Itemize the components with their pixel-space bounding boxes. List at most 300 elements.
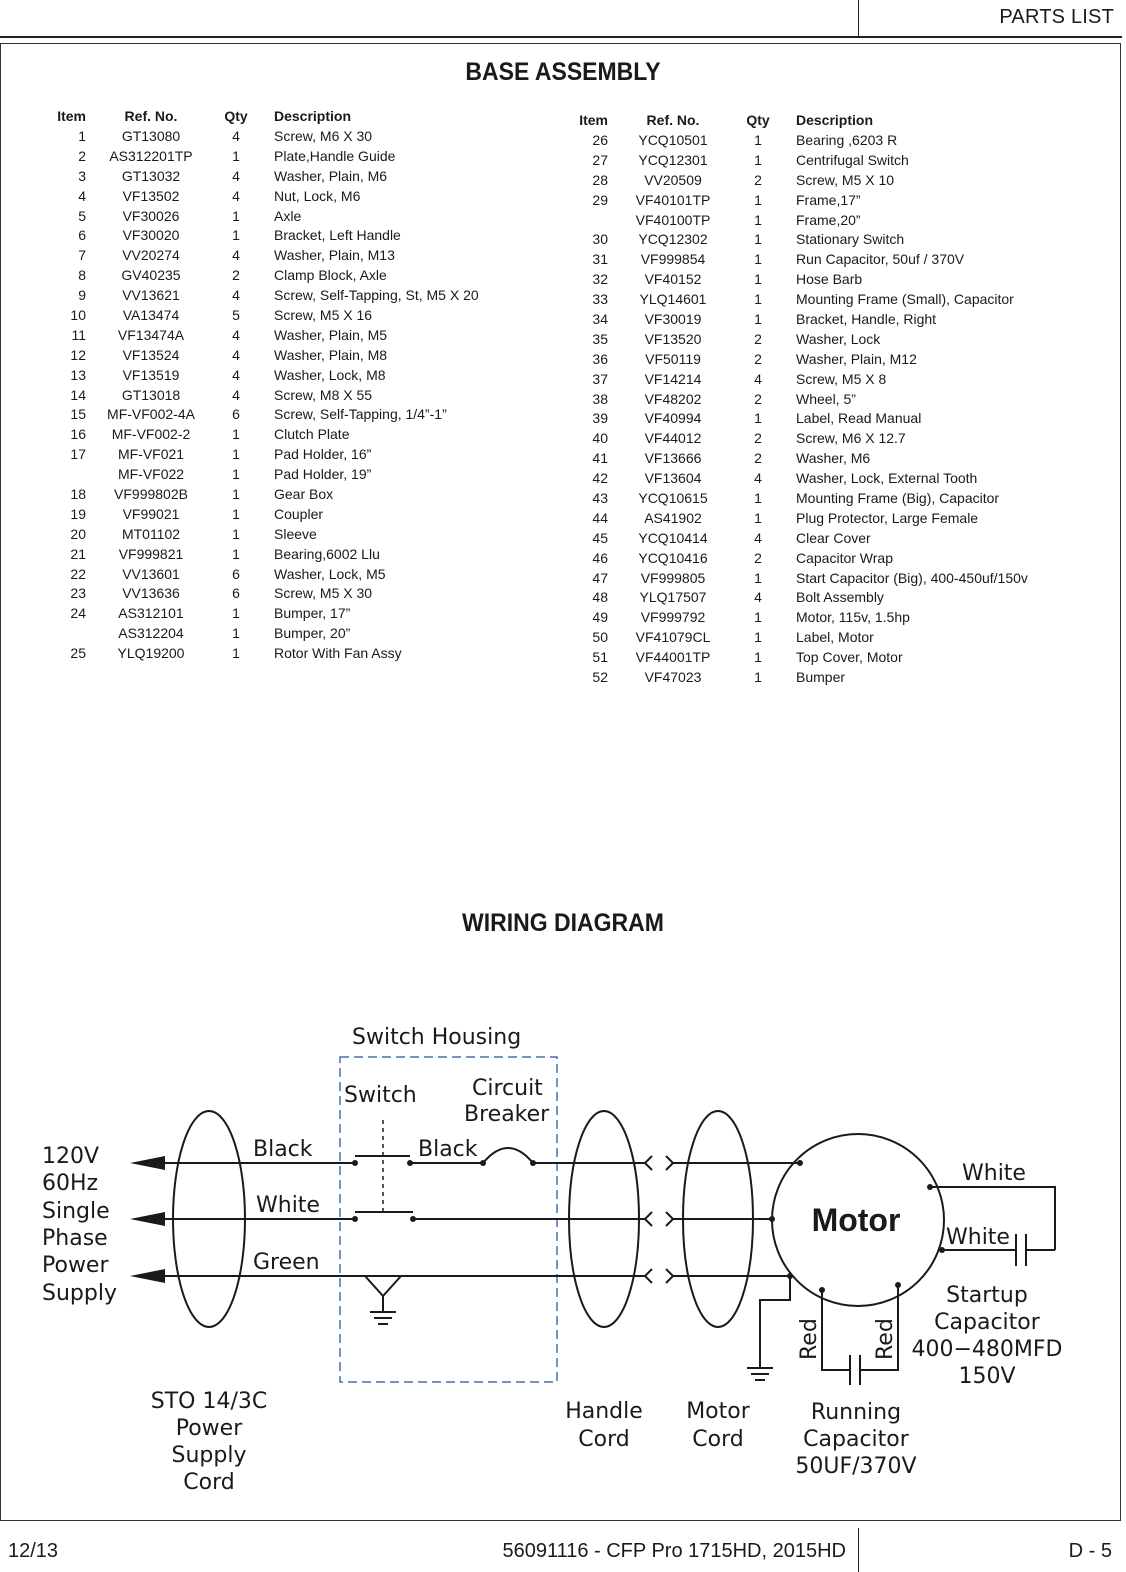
item-cell: 7 xyxy=(78,247,86,264)
item-cell: 24 xyxy=(70,605,86,622)
qty-cell: 1 xyxy=(232,147,240,164)
qty-cell: 2 xyxy=(754,450,762,467)
desc-cell: Wheel, 5” xyxy=(796,390,856,407)
ref-cell: VF13474A xyxy=(117,326,185,343)
qty-cell: 1 xyxy=(754,509,762,526)
ref-cell: VF13666 xyxy=(644,450,702,467)
table-row xyxy=(568,170,1028,190)
col-desc-header: Description xyxy=(796,112,874,128)
item-cell: 30 xyxy=(592,231,608,248)
desc-cell: Screw, M8 X 55 xyxy=(274,386,373,403)
qty-cell: 4 xyxy=(232,187,240,204)
item-cell: 42 xyxy=(592,470,608,487)
terminal-dot xyxy=(352,1160,358,1166)
qty-cell: 4 xyxy=(232,247,240,264)
item-cell: 13 xyxy=(70,366,86,383)
col-qty-header: Qty xyxy=(746,112,770,128)
table-row xyxy=(46,166,479,186)
ref-cell: MF-VF002-4A xyxy=(107,406,195,423)
qty-cell: 1 xyxy=(232,446,240,463)
terminal-dot xyxy=(410,1216,416,1222)
item-cell: 38 xyxy=(592,390,608,407)
desc-cell: Washer, Plain, M13 xyxy=(274,247,395,264)
handle-cord-line-2: Cord xyxy=(578,1427,630,1452)
item-cell: 2 xyxy=(78,147,86,164)
item-cell: 52 xyxy=(592,668,608,685)
item-cell: 33 xyxy=(592,291,608,308)
item-cell: 20 xyxy=(70,525,86,542)
item-cell: 10 xyxy=(70,306,86,323)
table-row xyxy=(46,643,479,663)
table-row xyxy=(46,464,479,484)
terminal-dot xyxy=(819,1287,825,1293)
desc-cell: Screw, Self-Tapping, St, M5 X 20 xyxy=(274,287,479,304)
item-cell: 31 xyxy=(592,251,608,268)
ref-cell: VF40100TP xyxy=(635,211,711,228)
table-row xyxy=(568,647,1028,667)
desc-cell: Clamp Block, Axle xyxy=(274,267,387,284)
qty-cell: 4 xyxy=(232,326,240,343)
table-row xyxy=(568,229,1028,249)
item-cell: 26 xyxy=(592,131,608,148)
white-mid-label: White xyxy=(946,1225,1010,1250)
desc-cell: Washer, Plain, M8 xyxy=(274,346,388,363)
table-row xyxy=(46,623,479,643)
ref-cell: YLQ14601 xyxy=(639,291,707,308)
table-row xyxy=(568,428,1028,448)
ref-cell: AS312201TP xyxy=(109,147,193,164)
table-row xyxy=(46,305,479,325)
ref-cell: YCQ10615 xyxy=(638,489,708,506)
item-cell: 14 xyxy=(70,386,86,403)
ref-cell: VF30019 xyxy=(644,310,702,327)
cord-line-4: Cord xyxy=(183,1470,235,1490)
terminal-dot xyxy=(895,1282,901,1288)
ref-cell: VF30020 xyxy=(122,227,180,244)
table-row xyxy=(568,210,1028,230)
table-row xyxy=(46,365,479,385)
ref-cell: VV20509 xyxy=(644,171,702,188)
motor-cord-line-1: Motor xyxy=(686,1399,750,1424)
wiring-diagram xyxy=(0,1000,1126,1490)
connector-black xyxy=(645,1156,673,1170)
item-cell: 21 xyxy=(70,545,86,562)
desc-cell: Plug Protector, Large Female xyxy=(796,509,979,526)
item-cell: 25 xyxy=(70,645,86,662)
table-row xyxy=(46,444,479,464)
motor-ground-wire xyxy=(760,1276,790,1368)
desc-cell: Bearing,6002 Llu xyxy=(274,545,380,562)
desc-cell: Label, Read Manual xyxy=(796,410,922,427)
item-cell: 22 xyxy=(70,565,86,582)
table-row xyxy=(46,225,479,245)
desc-cell: Run Capacitor, 50uf / 370V xyxy=(796,251,965,268)
desc-cell: Washer, Plain, M12 xyxy=(796,350,917,367)
desc-cell: Axle xyxy=(274,207,302,224)
startup-cap-line-1: Startup xyxy=(946,1283,1028,1308)
desc-cell: Pad Holder, 16” xyxy=(274,446,372,463)
qty-cell: 1 xyxy=(754,191,762,208)
footer-divider xyxy=(858,1528,859,1572)
table-row xyxy=(568,150,1028,170)
desc-cell: Top Cover, Motor xyxy=(796,649,903,666)
ref-cell: VF47023 xyxy=(644,668,702,685)
qty-cell: 5 xyxy=(232,306,240,323)
ref-cell: VV13621 xyxy=(122,287,180,304)
desc-cell: Washer, Lock, External Tooth xyxy=(796,470,978,487)
qty-cell: 4 xyxy=(232,366,240,383)
qty-cell: 1 xyxy=(754,151,762,168)
circuit-label: Circuit xyxy=(472,1076,543,1101)
desc-cell: Washer, Lock, M8 xyxy=(274,366,386,383)
item-cell: 32 xyxy=(592,271,608,288)
desc-cell: Bracket, Left Handle xyxy=(274,227,401,244)
desc-cell: Stationary Switch xyxy=(796,231,905,248)
supply-line-4: Phase xyxy=(42,1226,108,1251)
desc-cell: Screw, M6 X 12.7 xyxy=(796,430,906,447)
ref-cell: VF40101TP xyxy=(635,191,711,208)
footer-date: 12/13 xyxy=(8,1540,59,1562)
table-row xyxy=(568,349,1028,369)
table-row xyxy=(46,524,479,544)
item-cell: 34 xyxy=(592,310,608,327)
connector-green xyxy=(645,1269,673,1283)
item-cell: 27 xyxy=(592,151,608,168)
desc-cell: Mounting Frame (Big), Capacitor xyxy=(796,489,1000,506)
item-cell: 41 xyxy=(592,450,608,467)
qty-cell: 2 xyxy=(754,549,762,566)
desc-cell: Washer, Plain, M6 xyxy=(274,167,388,184)
desc-cell: Coupler xyxy=(274,505,324,522)
ref-cell: YCQ12301 xyxy=(638,151,708,168)
motor-label: Motor xyxy=(811,1202,901,1238)
table-row xyxy=(46,583,479,603)
desc-cell: Rotor With Fan Assy xyxy=(274,645,402,662)
arrow-white xyxy=(130,1212,165,1226)
item-cell: 19 xyxy=(70,505,86,522)
terminal-dot xyxy=(352,1216,358,1222)
qty-cell: 1 xyxy=(232,207,240,224)
ref-cell: VF44001TP xyxy=(635,649,711,666)
item-cell: 4 xyxy=(78,187,86,204)
table-row xyxy=(568,289,1028,309)
terminal-dot xyxy=(787,1273,793,1279)
desc-cell: Bumper, 17” xyxy=(274,605,351,622)
item-cell: 6 xyxy=(78,227,86,244)
qty-cell: 1 xyxy=(232,485,240,502)
running-cap-line-2: Capacitor xyxy=(803,1427,909,1452)
item-cell: 28 xyxy=(592,171,608,188)
table-row xyxy=(568,408,1028,428)
item-cell: 35 xyxy=(592,330,608,347)
item-cell: 44 xyxy=(592,509,608,526)
red-right-label: Red xyxy=(873,1318,898,1360)
qty-cell: 1 xyxy=(232,645,240,662)
desc-cell: Centrifugal Switch xyxy=(796,151,909,168)
desc-cell: Screw, M6 X 30 xyxy=(274,127,373,144)
table-row xyxy=(568,587,1028,607)
desc-cell: Motor, 115v, 1.5hp xyxy=(796,609,910,626)
wiring-diagram-title: WIRING DIAGRAM xyxy=(462,909,664,937)
startup-cap-line-4: 150V xyxy=(958,1364,1016,1389)
qty-cell: 1 xyxy=(232,545,240,562)
table-row xyxy=(46,564,479,584)
red-left-label: Red xyxy=(797,1318,822,1360)
ref-cell: GT13032 xyxy=(121,167,181,184)
parts-table-left xyxy=(46,106,479,663)
qty-cell: 1 xyxy=(232,505,240,522)
black-in-label: Black xyxy=(253,1137,313,1162)
qty-cell: 1 xyxy=(232,525,240,542)
terminal-dot xyxy=(480,1160,486,1166)
qty-cell: 1 xyxy=(754,629,762,646)
item-cell: 15 xyxy=(70,406,86,423)
header-rule xyxy=(0,36,1122,38)
qty-cell: 4 xyxy=(232,127,240,144)
white-top-label: White xyxy=(962,1161,1026,1186)
black-out-label: Black xyxy=(418,1137,478,1162)
table-row xyxy=(46,345,479,365)
qty-cell: 4 xyxy=(232,287,240,304)
table-row xyxy=(46,206,479,226)
item-cell: 3 xyxy=(78,167,86,184)
supply-line-1: 120V xyxy=(42,1144,100,1169)
col-item-header: Item xyxy=(57,108,86,124)
terminal-dot xyxy=(797,1160,803,1166)
ref-cell: VF999821 xyxy=(118,545,184,562)
table-row xyxy=(568,369,1028,389)
table-row xyxy=(568,309,1028,329)
header-title: PARTS LIST xyxy=(999,6,1114,28)
item-cell: 45 xyxy=(592,529,608,546)
ref-cell: VF41079CL xyxy=(635,629,711,646)
arrow-black xyxy=(130,1156,165,1170)
item-cell: 48 xyxy=(592,589,608,606)
qty-cell: 1 xyxy=(754,410,762,427)
item-cell: 36 xyxy=(592,350,608,367)
terminal-dot xyxy=(407,1160,413,1166)
desc-cell: Washer, Lock, M5 xyxy=(274,565,386,582)
item-cell xyxy=(46,464,86,484)
qty-cell: 6 xyxy=(232,565,240,582)
item-cell: 8 xyxy=(78,267,86,284)
cord-line-2: Power xyxy=(175,1416,243,1441)
qty-cell: 1 xyxy=(754,310,762,327)
item-cell xyxy=(568,210,608,230)
qty-cell: 1 xyxy=(232,466,240,483)
ref-cell: VF13604 xyxy=(644,470,702,487)
parts-table-right-body xyxy=(568,130,1028,687)
desc-cell: Gear Box xyxy=(274,485,334,502)
desc-cell: Mounting Frame (Small), Capacitor xyxy=(796,291,1014,308)
page-header xyxy=(0,0,1126,40)
item-cell: 17 xyxy=(70,446,86,463)
qty-cell: 1 xyxy=(754,251,762,268)
running-cap-line-1: Running xyxy=(810,1400,902,1425)
parts-table-right xyxy=(568,110,1028,687)
table-row xyxy=(46,603,479,623)
item-cell: 11 xyxy=(71,326,86,343)
item-cell: 29 xyxy=(592,191,608,208)
desc-cell: Hose Barb xyxy=(796,271,863,288)
table-row xyxy=(46,265,479,285)
qty-cell: 1 xyxy=(754,649,762,666)
ref-cell: VF999792 xyxy=(640,609,706,626)
terminal-dot xyxy=(927,1184,933,1190)
qty-cell: 4 xyxy=(232,346,240,363)
qty-cell: 1 xyxy=(232,605,240,622)
qty-cell: 2 xyxy=(754,350,762,367)
handle-cord-line-1: Handle xyxy=(565,1399,643,1424)
desc-cell: Washer, M6 xyxy=(796,450,871,467)
ref-cell: MF-VF021 xyxy=(117,446,185,463)
item-cell: 1 xyxy=(78,127,86,144)
item-cell: 5 xyxy=(78,207,86,224)
ref-cell: AS41902 xyxy=(644,509,702,526)
desc-cell: Start Capacitor (Big), 400-450uf/150v xyxy=(796,569,1028,586)
table-row xyxy=(568,508,1028,528)
supply-line-5: Power xyxy=(42,1253,109,1278)
ref-cell: VF999802B xyxy=(114,485,188,502)
table-row xyxy=(46,146,479,166)
item-cell: 50 xyxy=(592,629,608,646)
ref-cell: AS312101 xyxy=(118,605,184,622)
desc-cell: Clear Cover xyxy=(796,529,871,546)
ref-cell: GT13080 xyxy=(121,127,181,144)
qty-cell: 1 xyxy=(754,489,762,506)
ref-cell: VV13601 xyxy=(122,565,180,582)
table-row xyxy=(568,389,1028,409)
col-ref-header: Ref. No. xyxy=(124,108,178,124)
qty-cell: 6 xyxy=(232,585,240,602)
item-cell: 39 xyxy=(592,410,608,427)
ref-cell: VF13502 xyxy=(122,187,180,204)
qty-cell: 1 xyxy=(754,569,762,586)
desc-cell: Washer, Lock xyxy=(796,330,881,347)
parts-table-left-body xyxy=(46,126,479,663)
qty-cell: 1 xyxy=(754,609,762,626)
ref-cell: VF13519 xyxy=(122,366,180,383)
desc-cell: Screw, M5 X 8 xyxy=(796,370,887,387)
table-row xyxy=(46,285,479,305)
desc-cell: Frame,17” xyxy=(796,191,861,208)
table-row xyxy=(568,329,1028,349)
qty-cell: 2 xyxy=(754,390,762,407)
ref-cell: YCQ10416 xyxy=(638,549,708,566)
qty-cell: 2 xyxy=(754,171,762,188)
ref-cell: YLQ17507 xyxy=(639,589,707,606)
item-cell: 49 xyxy=(592,609,608,626)
terminal-dot xyxy=(530,1160,536,1166)
table-row xyxy=(46,385,479,405)
table-row xyxy=(46,325,479,345)
table-header-row xyxy=(568,110,1028,130)
startup-cap-line-3: 400−480MFD xyxy=(911,1337,1063,1362)
qty-cell: 2 xyxy=(754,330,762,347)
ref-cell: MF-VF002-2 xyxy=(111,426,191,443)
qty-cell: 1 xyxy=(754,668,762,685)
qty-cell: 1 xyxy=(232,426,240,443)
desc-cell: Screw, Self-Tapping, 1/4”-1” xyxy=(274,406,447,423)
table-row xyxy=(568,568,1028,588)
ref-cell: GT13018 xyxy=(121,386,181,403)
ref-cell: VV13636 xyxy=(122,585,180,602)
terminal-dot xyxy=(939,1247,945,1253)
item-cell: 43 xyxy=(592,489,608,506)
table-header-row xyxy=(46,106,479,126)
table-row xyxy=(568,249,1028,269)
item-cell: 37 xyxy=(592,370,608,387)
qty-cell: 2 xyxy=(232,267,240,284)
ref-cell: VF30026 xyxy=(122,207,180,224)
qty-cell: 1 xyxy=(754,211,762,228)
desc-cell: Bolt Assembly xyxy=(796,589,884,606)
running-cap-line-3: 50UF/370V xyxy=(795,1454,917,1479)
desc-cell: Pad Holder, 19” xyxy=(274,466,372,483)
ref-cell: YCQ12302 xyxy=(638,231,708,248)
qty-cell: 6 xyxy=(232,406,240,423)
table-row xyxy=(46,504,479,524)
ref-cell: VF999805 xyxy=(640,569,706,586)
item-cell: 51 xyxy=(592,649,608,666)
cord-line-1: STO 14/3C xyxy=(150,1389,268,1414)
ref-cell: VF50119 xyxy=(645,350,701,367)
ref-cell: AS312204 xyxy=(118,625,184,642)
qty-cell: 4 xyxy=(232,167,240,184)
red-left-wire xyxy=(822,1290,850,1370)
desc-cell: Washer, Plain, M5 xyxy=(274,326,388,343)
qty-cell: 4 xyxy=(754,589,762,606)
ref-cell: VF40152 xyxy=(644,271,702,288)
item-cell: 40 xyxy=(592,430,608,447)
ref-cell: VV20274 xyxy=(122,247,180,264)
desc-cell: Plate,Handle Guide xyxy=(274,147,396,164)
ref-cell: VF44012 xyxy=(644,430,702,447)
col-qty-header: Qty xyxy=(224,108,248,124)
desc-cell: Bracket, Handle, Right xyxy=(796,310,937,327)
table-row xyxy=(46,186,479,206)
table-row xyxy=(568,448,1028,468)
ref-cell: GV40235 xyxy=(121,267,181,284)
arrow-green xyxy=(130,1269,165,1283)
table-row xyxy=(568,468,1028,488)
item-cell xyxy=(46,623,86,643)
switch-label: Switch xyxy=(344,1083,417,1108)
header-divider xyxy=(858,0,859,37)
ref-cell: YLQ19200 xyxy=(117,645,185,662)
green-wire-label: Green xyxy=(253,1250,320,1275)
table-row xyxy=(46,484,479,504)
desc-cell: Bumper, 20” xyxy=(274,625,351,642)
ref-cell: VF999854 xyxy=(640,251,706,268)
switch-housing-label: Switch Housing xyxy=(352,1025,522,1050)
table-row xyxy=(46,424,479,444)
desc-cell: Capacitor Wrap xyxy=(796,549,894,566)
cord-line-3: Supply xyxy=(171,1443,247,1468)
table-row xyxy=(46,126,479,146)
col-ref-header: Ref. No. xyxy=(646,112,700,128)
footer-doc-title: 56091116 - CFP Pro 1715HD, 2015HD xyxy=(502,1540,846,1562)
desc-cell: Screw, M5 X 30 xyxy=(274,585,373,602)
page-footer xyxy=(0,1528,1126,1572)
terminal-dot xyxy=(769,1216,775,1222)
desc-cell: Label, Motor xyxy=(796,629,874,646)
ref-cell: VF14214 xyxy=(644,370,702,387)
startup-cap-line-2: Capacitor xyxy=(934,1310,1040,1335)
ground-tap xyxy=(365,1276,401,1296)
table-row xyxy=(46,245,479,265)
ref-cell: VF13520 xyxy=(644,330,702,347)
